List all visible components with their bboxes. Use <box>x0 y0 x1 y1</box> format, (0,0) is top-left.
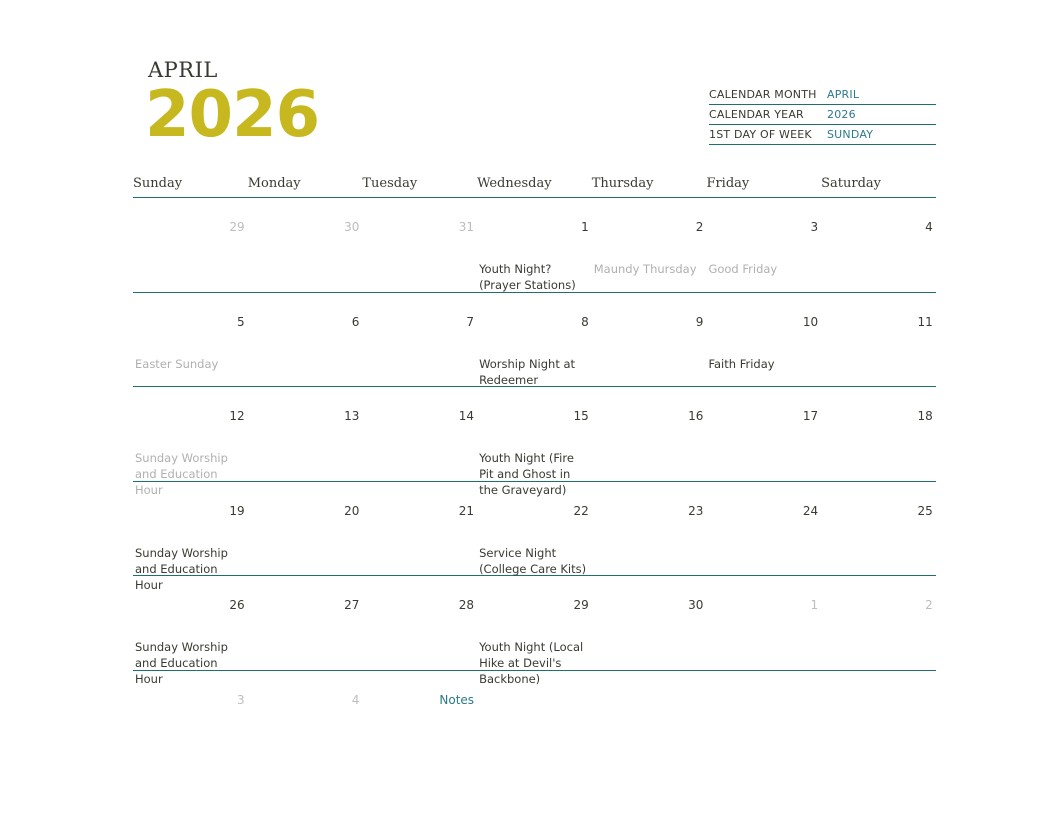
day-number: 5 <box>237 314 245 329</box>
day-cell[interactable] <box>133 482 248 592</box>
meta-value-calendar-month[interactable]: APRIL <box>827 88 860 101</box>
day-number: 19 <box>229 503 245 518</box>
day-cell[interactable] <box>706 198 821 293</box>
dow-sunday: Sunday <box>133 176 183 191</box>
day-cell[interactable] <box>477 293 592 388</box>
day-cell[interactable] <box>821 576 936 671</box>
calendar-week-row <box>133 198 936 293</box>
dow-friday: Friday <box>706 176 750 191</box>
day-cell[interactable] <box>362 482 477 577</box>
day-number: 28 <box>458 598 475 612</box>
day-cell[interactable] <box>362 387 477 482</box>
day-event: Worship Night at Redeemer <box>479 356 576 387</box>
day-cell[interactable] <box>477 576 592 686</box>
meta-label-calendar-year: CALENDAR YEAR <box>709 108 804 121</box>
day-cell[interactable] <box>592 576 707 671</box>
day-cell[interactable] <box>706 482 821 577</box>
day-cell[interactable] <box>821 293 936 388</box>
day-cell[interactable] <box>248 387 363 482</box>
meta-value-calendar-year[interactable]: 2026 <box>827 108 856 121</box>
notes-area[interactable] <box>706 671 821 771</box>
dow-monday: Monday <box>247 176 301 191</box>
day-cell[interactable] <box>706 293 821 388</box>
day-cell[interactable] <box>821 387 936 482</box>
day-cell[interactable] <box>133 671 248 771</box>
dow-thursday: Thursday <box>591 176 654 191</box>
day-number: 12 <box>229 409 245 423</box>
day-cell[interactable] <box>592 482 707 577</box>
day-event: Sunday Worship and Education Hour <box>135 451 228 497</box>
day-number: 1 <box>581 220 589 234</box>
calendar-week-row <box>133 482 936 592</box>
day-number: 30 <box>688 598 704 612</box>
day-cell[interactable] <box>362 293 477 388</box>
day-cell[interactable] <box>133 293 248 388</box>
day-number: 31 <box>458 220 475 234</box>
meta-row-calendar-month <box>709 85 936 105</box>
day-number: 23 <box>688 503 704 518</box>
day-cell[interactable] <box>133 198 248 293</box>
day-number: 18 <box>917 409 933 423</box>
day-event: Youth Night (Local Hike at Devil's Backbone) <box>479 640 584 686</box>
day-event: Sunday Worship and Education Hour <box>135 545 228 592</box>
day-number: 13 <box>344 409 360 423</box>
day-cell[interactable] <box>477 387 592 497</box>
day-number: 30 <box>344 220 360 234</box>
day-of-week-header <box>133 176 936 198</box>
day-number: 10 <box>802 314 819 329</box>
meta-row-calendar-year <box>709 105 936 125</box>
meta-row-first-day-of-week <box>709 125 936 145</box>
day-event: Service Night (College Care Kits) <box>479 545 587 576</box>
day-number: 9 <box>695 314 704 329</box>
day-cell[interactable] <box>248 576 363 671</box>
day-number: 24 <box>802 503 819 518</box>
day-cell[interactable] <box>248 671 363 771</box>
meta-label-calendar-month: CALENDAR MONTH <box>709 88 817 101</box>
day-number: 4 <box>351 692 360 707</box>
dow-saturday: Saturday <box>821 176 882 191</box>
day-event: Sunday Worship and Education Hour <box>135 640 228 686</box>
day-number: 1 <box>810 598 819 612</box>
day-number: 21 <box>458 503 475 518</box>
day-number: 14 <box>458 409 475 423</box>
calendar-week-row-notes <box>133 671 936 771</box>
day-cell[interactable] <box>706 576 821 671</box>
day-number: 6 <box>351 314 360 329</box>
day-event: Faith Friday <box>708 356 775 371</box>
notes-area[interactable] <box>592 671 707 771</box>
day-event: Youth Night (Fire Pit and Ghost in the Graveyard) <box>479 451 574 497</box>
day-cell[interactable] <box>592 198 707 293</box>
meta-label-first-day-of-week: 1ST DAY OF WEEK <box>709 128 812 141</box>
day-cell[interactable] <box>362 198 477 293</box>
day-number: 27 <box>344 598 360 612</box>
day-number: 17 <box>802 409 819 423</box>
day-number: 25 <box>917 503 933 518</box>
day-cell[interactable] <box>477 482 592 577</box>
day-cell[interactable] <box>133 387 248 497</box>
day-cell[interactable] <box>706 387 821 482</box>
calendar-week-row <box>133 576 936 686</box>
day-event: Easter Sunday <box>135 356 219 371</box>
day-number: 8 <box>581 314 589 329</box>
day-number: 3 <box>810 220 819 234</box>
notes-label: Notes <box>439 692 475 707</box>
day-number: 2 <box>695 220 704 234</box>
day-number: 16 <box>688 409 704 423</box>
day-cell[interactable] <box>248 293 363 388</box>
day-cell[interactable] <box>248 482 363 577</box>
notes-area[interactable] <box>477 671 592 771</box>
day-cell[interactable] <box>362 576 477 671</box>
day-event: Good Friday <box>708 262 778 276</box>
day-cell[interactable] <box>133 576 248 686</box>
day-number: 29 <box>573 598 589 612</box>
day-cell[interactable] <box>821 482 936 577</box>
calendar-grid <box>133 176 936 771</box>
page-title-month: APRIL <box>148 58 218 82</box>
day-number: 29 <box>229 220 245 234</box>
day-cell[interactable] <box>592 387 707 482</box>
day-number: 20 <box>344 503 360 518</box>
page-title-year: 2026 <box>145 78 320 152</box>
calendar-week-row <box>133 293 936 388</box>
notes-label-cell[interactable] <box>362 671 477 771</box>
notes-area[interactable] <box>821 671 936 771</box>
dow-tuesday: Tuesday <box>362 176 418 191</box>
day-number: 7 <box>466 314 475 329</box>
day-event: Youth Night? (Prayer Stations) <box>479 262 576 292</box>
day-number: 11 <box>917 314 933 329</box>
dow-wednesday: Wednesday <box>477 176 552 191</box>
day-number: 2 <box>925 598 933 612</box>
day-cell[interactable] <box>821 198 936 293</box>
meta-value-first-day-of-week[interactable]: SUNDAY <box>827 128 874 141</box>
day-number: 4 <box>925 220 933 234</box>
day-number: 15 <box>573 409 589 423</box>
day-cell[interactable] <box>477 198 592 293</box>
day-cell[interactable] <box>592 293 707 388</box>
day-cell[interactable] <box>248 198 363 293</box>
day-number: 26 <box>229 598 245 612</box>
day-number: 22 <box>573 503 589 518</box>
day-number: 3 <box>237 692 245 707</box>
day-event: Maundy Thursday <box>593 262 697 276</box>
calendar-meta-table <box>709 85 936 145</box>
calendar-week-row <box>133 387 936 497</box>
